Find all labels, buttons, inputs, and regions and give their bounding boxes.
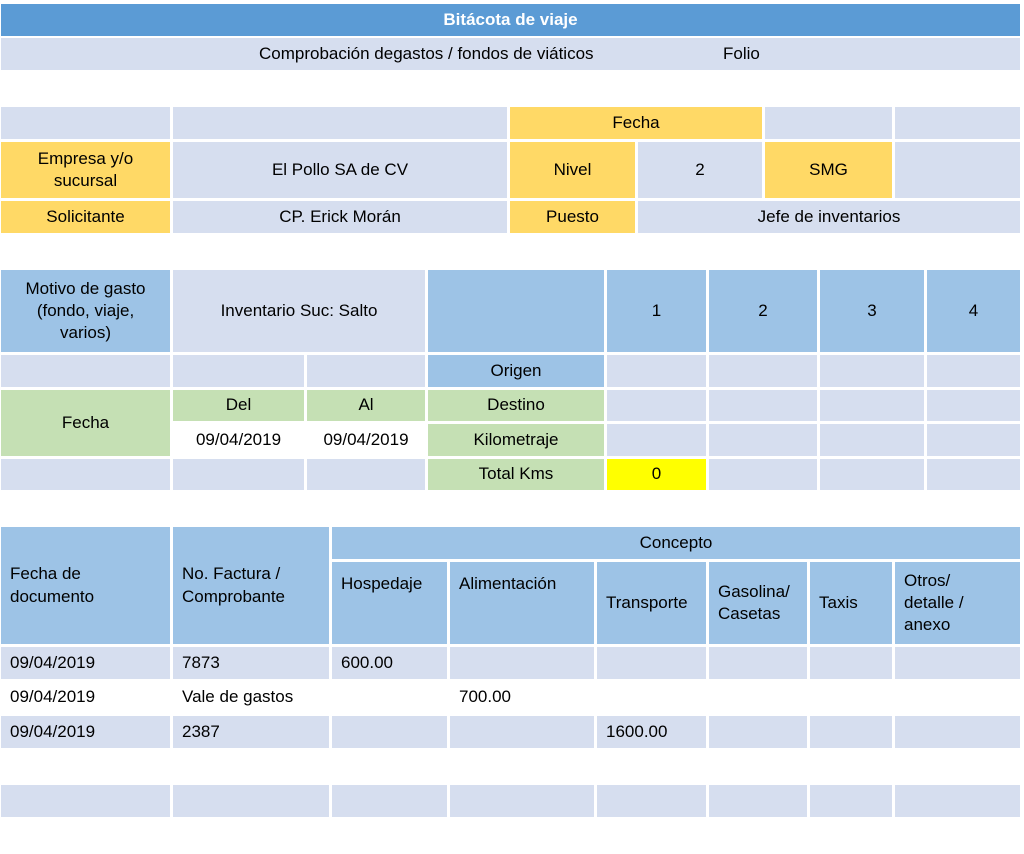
form-title: Bitácota de viaje [1,4,1020,36]
concept-taxis: Taxis [810,562,892,644]
motivo-label: Motivo de gasto (fondo, viaje, varios) [1,270,170,352]
cell-alimentacion[interactable] [450,750,594,782]
empresa-label: Empresa y/o sucursal [1,142,170,198]
trip-cell-empty [173,459,304,490]
cell-otros[interactable] [895,681,1020,713]
concept-otros: Otros/ detalle / anexo [895,562,1020,644]
cell-otros[interactable] [895,716,1020,748]
cell-hospedaje[interactable] [332,785,447,817]
origen-1[interactable] [607,355,706,387]
cell-factura[interactable] [173,750,329,782]
factura-header: No. Factura / Comprobante [173,527,329,644]
total-kms-value: 0 [607,459,706,490]
cell-transporte[interactable] [597,785,706,817]
cell-fecha-documento[interactable]: 09/04/2019 [1,716,170,748]
cell-transporte[interactable] [597,750,706,782]
cell-gasolina[interactable] [709,750,807,782]
cell-taxis[interactable] [810,819,892,852]
destino-1[interactable] [607,390,706,421]
destino-2[interactable] [709,390,817,421]
cell-hospedaje[interactable] [332,819,447,852]
cell-otros[interactable] [895,785,1020,817]
cell-gasolina[interactable] [709,681,807,713]
concepto-header: Concepto [332,527,1020,559]
nivel-value[interactable]: 2 [638,142,762,198]
trip-column-4: 4 [927,270,1020,352]
trip-cell-empty [927,459,1020,490]
cell-transporte[interactable] [597,819,706,852]
del-label: Del [173,390,304,421]
cell-gasolina[interactable] [709,819,807,852]
cell-hospedaje[interactable] [332,681,447,713]
total-kms-label: Total Kms [428,459,604,490]
concept-gasolina: Gasolina/ Casetas [709,562,807,644]
cell-factura[interactable]: Vale de gastos [173,681,329,713]
trip-column-3: 3 [820,270,924,352]
fecha-documento-header: Fecha de documento [1,527,170,644]
cell-alimentacion[interactable] [450,819,594,852]
cell-otros[interactable] [895,819,1020,852]
folio-label: Folio [723,43,760,63]
trip-cell-empty [307,355,425,387]
info-cell-empty [1,107,170,139]
del-value[interactable]: 09/04/2019 [173,424,304,456]
kilometraje-label: Kilometraje [428,424,604,456]
cell-taxis[interactable] [810,785,892,817]
cell-fecha-documento[interactable]: 09/04/2019 [1,647,170,679]
smg-label: SMG [765,142,892,198]
trip-column-2: 2 [709,270,817,352]
cell-taxis[interactable] [810,681,892,713]
origen-3[interactable] [820,355,924,387]
cell-factura[interactable] [173,819,329,852]
trip-column-1: 1 [607,270,706,352]
kilometraje-2[interactable] [709,424,817,456]
cell-factura[interactable] [173,785,329,817]
cell-taxis[interactable] [810,647,892,679]
cell-alimentacion[interactable] [450,647,594,679]
cell-transporte[interactable] [597,681,706,713]
destino-label: Destino [428,390,604,421]
trip-header-empty [428,270,604,352]
cell-alimentacion[interactable]: 700.00 [450,681,594,713]
empresa-value[interactable]: El Pollo SA de CV [173,142,507,198]
cell-gasolina[interactable] [709,647,807,679]
al-label: Al [307,390,425,421]
al-value[interactable]: 09/04/2019 [307,424,425,456]
trip-cell-empty [1,459,170,490]
destino-3[interactable] [820,390,924,421]
cell-fecha-documento[interactable] [1,750,170,782]
info-cell-empty [895,107,1020,139]
cell-otros[interactable] [895,750,1020,782]
destino-4[interactable] [927,390,1020,421]
cell-fecha-documento[interactable]: 09/04/2019 [1,681,170,713]
cell-hospedaje[interactable]: 600.00 [332,647,447,679]
cell-transporte[interactable]: 1600.00 [597,716,706,748]
motivo-value[interactable]: Inventario Suc: Salto [173,270,425,352]
cell-factura[interactable]: 2387 [173,716,329,748]
cell-transporte[interactable] [597,647,706,679]
cell-taxis[interactable] [810,716,892,748]
cell-hospedaje[interactable] [332,750,447,782]
concept-hospedaje: Hospedaje [332,562,447,644]
kilometraje-4[interactable] [927,424,1020,456]
nivel-label: Nivel [510,142,635,198]
trip-cell-empty [709,459,817,490]
solicitante-value[interactable]: CP. Erick Morán [173,201,507,233]
cell-fecha-documento[interactable] [1,819,170,852]
smg-value[interactable] [895,142,1020,198]
info-cell-empty [173,107,507,139]
trip-cell-empty [1,355,170,387]
fecha-value[interactable] [765,107,892,139]
trip-cell-empty [820,459,924,490]
puesto-value[interactable]: Jefe de inventarios [638,201,1020,233]
cell-alimentacion[interactable] [450,785,594,817]
kilometraje-1[interactable] [607,424,706,456]
fecha-label: Fecha [510,107,762,139]
trip-cell-empty [173,355,304,387]
origen-label: Origen [428,355,604,387]
cell-otros[interactable] [895,647,1020,679]
origen-4[interactable] [927,355,1020,387]
cell-gasolina[interactable] [709,716,807,748]
concept-transporte: Transporte [597,562,706,644]
origen-2[interactable] [709,355,817,387]
puesto-label: Puesto [510,201,635,233]
cell-taxis[interactable] [810,750,892,782]
form-subtitle: Comprobación degastos / fondos de viáticos [259,43,594,63]
solicitante-label: Solicitante [1,201,170,233]
cell-factura[interactable]: 7873 [173,647,329,679]
cell-fecha-documento[interactable] [1,785,170,817]
fecha-range-label: Fecha [1,390,170,456]
cell-gasolina[interactable] [709,785,807,817]
cell-alimentacion[interactable] [450,716,594,748]
concept-alimentacion: Alimentación [450,562,594,644]
cell-hospedaje[interactable] [332,716,447,748]
trip-cell-empty [307,459,425,490]
form-subtitle-row [1,38,1020,70]
kilometraje-3[interactable] [820,424,924,456]
